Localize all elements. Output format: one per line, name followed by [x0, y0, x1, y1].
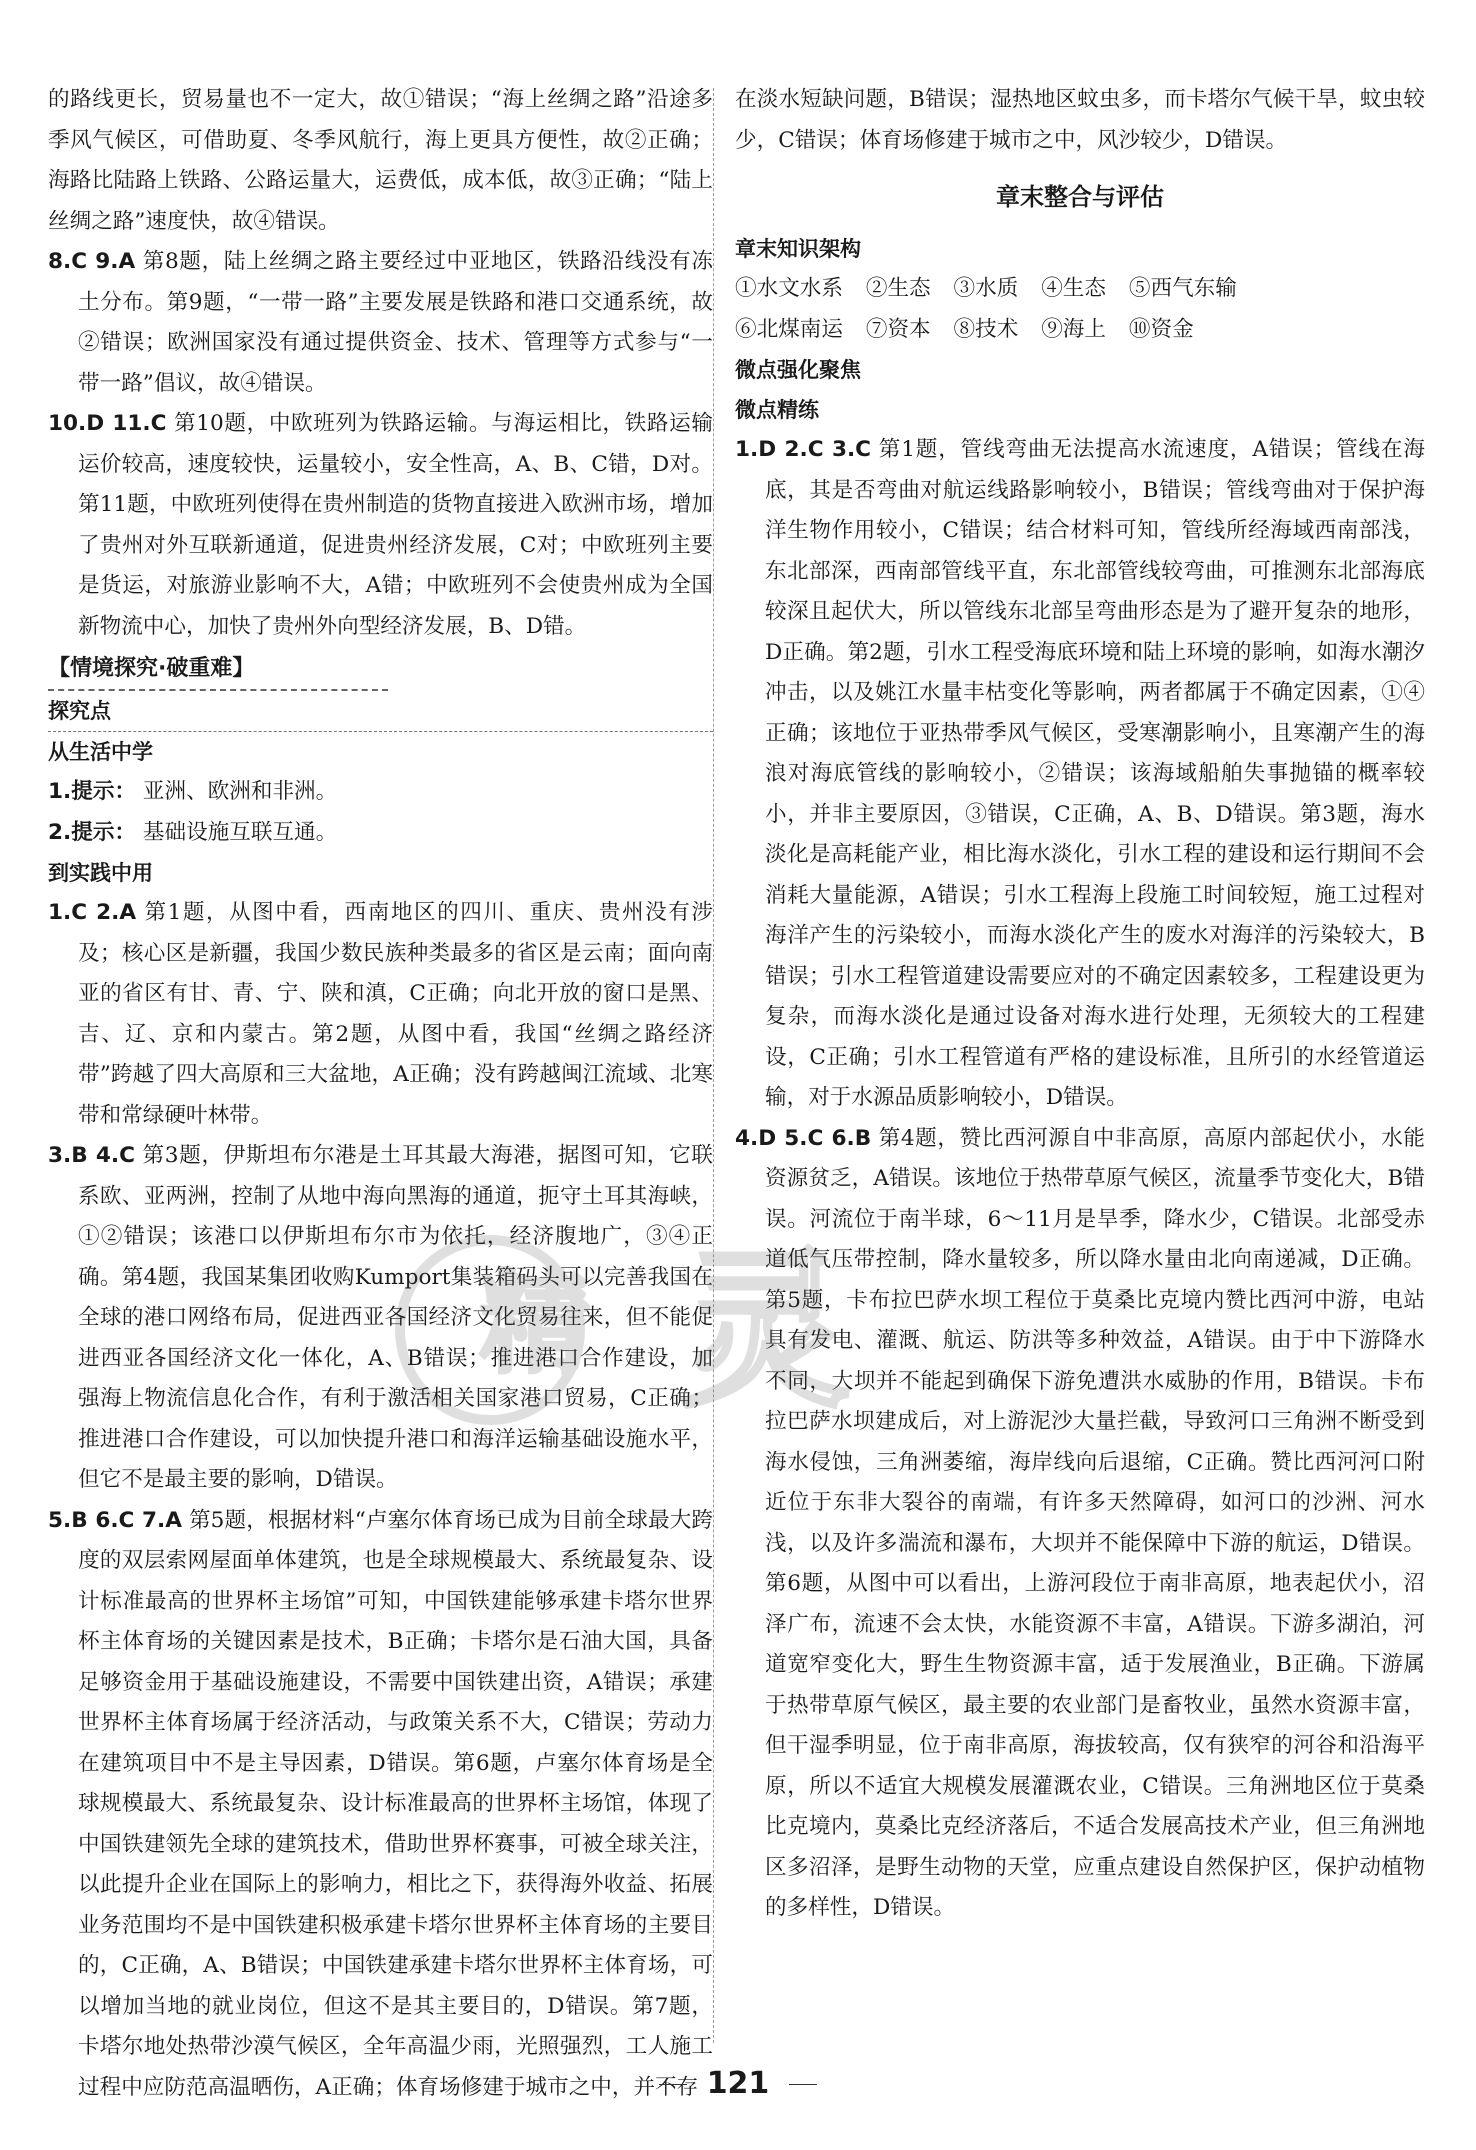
answer-paragraph: [48, 1136, 713, 1501]
answer-paragraph: [48, 404, 713, 647]
page-number: [0, 2066, 1476, 2101]
answer-label: 3.B 4.C: [48, 1143, 135, 1168]
framework-item: ②生态: [865, 276, 931, 301]
answer-paragraph: [48, 1501, 713, 2109]
framework-item: ⑤西气东输: [1128, 276, 1237, 301]
framework-list: [735, 269, 1425, 350]
svg-text:精: 精: [480, 1260, 590, 1388]
framework-item: ③水质: [953, 276, 1019, 301]
column-divider: [713, 88, 714, 2043]
answer-text: 第10题，中欧班列为铁路运输。与海运相比，铁路运输运价较高，速度较快，运量较小，安全性高，A、B、C错，D对。第11题，中欧班列使得在贵州制造的货物直接进入欧洲市场，增加了贵州对外互联新通道，促进贵州经济发展，C对；中欧班列主要是货运，对旅游业影响不大，A错；中欧班列不会使贵州成为全国新物流中心，加快了贵州外向型经济发展，B、D错。: [78, 411, 713, 639]
subheading: 从生活中学: [48, 740, 153, 764]
answer-label: 1.提示：: [48, 779, 137, 804]
framework-item: ⑨海上: [1041, 316, 1106, 342]
page-dash-right: [789, 2084, 817, 2085]
text-paragraph: 的路线更长，贸易量也不一定大，故①错误；“海上丝绸之路”沿途多季风气候区，可借助夏、冬季风航行，海上更具方便性，故②正确；海路比陆路上铁路、公路运量大，运费低，成本低，故③正确；“陆上丝绸之路”速度快，故④错误。: [48, 87, 713, 234]
answer-text: 第1题，管线弯曲无法提高水流速度，A错误；管线在海底，其是否弯曲对航运线路影响较小，B错误；管线弯曲对于保护海洋生物作用较小，C错误；结合材料可知，管线所经海域西南部浅，东北部深，西南部管线平直，东北部管线较弯曲，可推测东北部海底较深且起伏大，所以管线东北部呈弯曲形态是为了避开复杂的地形，D正确。第2题，引水工程受海底环境和陆上环境的影响，如海水潮汐冲击，以及姚江水量丰枯变化等影响，两者都属于不确定因素，①④正确；该地位于亚热带季风气候区，受寒潮影响小，且寒潮产生的海浪对海底管线的影响较小，②错误；该海域船舶失事抛锚的概率较小，并非主要原因，③错误，C正确，A、B、D错误。第3题，海水淡化是高耗能产业，相比海水淡化，引水工程的建设和运行期间不会消耗大量能源，A错误；引水工程海上段施工时间较短，施工过程对海洋产生的污染较小，而海水淡化产生的废水对海洋的污染较大，B错误；引水工程管道建设需要应对的不确定因素较多，工程建设更为复杂，而海水淡化是通过设备对海水进行处理，无须较大的工程建设，C正确；引水工程管道有严格的建设标准，且所引的水经管道运输，对于水源品质影响较小，D错误。: [765, 437, 1425, 1110]
right-column: [735, 80, 1425, 1929]
page-dash-left: [659, 2084, 687, 2085]
svg-text:灵: 灵: [680, 1233, 851, 1431]
page-number-text: 121: [706, 2066, 770, 2101]
framework-item: ①水文水系: [735, 276, 843, 301]
framework-heading: 章末知识架构: [735, 237, 861, 261]
answer-text: 第3题，伊斯坦布尔港是土耳其最大海港，据图可知，它联系欧、亚两洲，控制了从地中海向黑海的通道，扼守土耳其海峡，①②错误；该港口以伊斯坦布尔市为依托，经济腹地广，③④正确。第4题，我国某集团收购Kumport集装箱码头可以完善我国在全球的港口网络布局，促进西亚各国经济文化贸易往来，但不能促进西亚各国经济文化一体化，A、B错误；推进港口合作建设，加强海上物流信息化合作，有利于激活相关国家港口贸易，C正确；推进港口合作建设，可以加快提升港口和海洋运输基础设施水平，但它不是最主要的影响，D错误。: [78, 1143, 713, 1492]
answer-text: 基础设施互联互通。: [142, 819, 338, 845]
framework-item: ④生态: [1041, 276, 1106, 301]
answer-text: 第1题，从图中看，西南地区的四川、重庆、贵州没有涉及；核心区是新疆，我国少数民族种类最多的省区是云南；面向南亚的省区有甘、青、宁、陕和滇，C正确；向北开放的窗口是黑、吉、辽、京和内蒙古。第2题，从图中看，我国“丝绸之路经济带”跨越了四大高原和三大盆地，A正确；没有跨越闽江流域、北寒带和常绿硬叶林带。: [78, 900, 713, 1128]
framework-item: ⑧技术: [953, 316, 1019, 342]
answer-text: 第8题，陆上丝绸之路主要经过中亚地区，铁路沿线没有冻土分布。第9题，“一带一路”主要发展是铁路和港口交通系统，故②错误；欧洲国家没有通过提供资金、技术、管理等方式参与“一带一路”倡议，故④错误。: [78, 249, 713, 396]
answer-text: 第5题，根据材料“卢塞尔体育场已成为目前全球最大跨度的双层索网屋面单体建筑，也是全球规模最大、系统最复杂、设计标准最高的世界杯主场馆”可知，中国铁建能够承建卡塔尔世界杯主体育场的关键因素是技术，B正确；卡塔尔是石油大国，具备足够资金用于基础设施建设，不需要中国铁建出资，A错误；承建世界杯主体育场属于经济活动，与政策关系不大，C错误；劳动力在建筑项目中不是主导因素，D错误。第6题，卢塞尔体育场是全球规模最大、系统最复杂、设计标准最高的世界杯主场馆，体现了中国铁建领先全球的建筑技术，借助世界杯赛事，可被全球关注，以此提升企业在国际上的影响力，相比之下，获得海外收益、拓展业务范围均不是中国铁建积极承建卡塔尔世界杯主体育场的主要目的，C正确，A、B错误；中国铁建承建卡塔尔世界杯主体育场，可以增加当地的就业岗位，但这不是其主要目的，D错误。第7题，卡塔尔地处热带沙漠气候区，全年高温少雨，光照强烈，工人施工过程中应防范高温晒伤，A正确；体育场修建于城市之中，并不存: [78, 1507, 713, 2100]
answer-label: 10.D 11.C: [48, 411, 167, 436]
focus-heading: 微点强化聚焦: [735, 358, 861, 382]
answer-paragraph: [735, 430, 1425, 1119]
subsection-heading: 探究点: [48, 691, 713, 732]
answer-paragraph: [48, 813, 713, 854]
answer-text: 亚洲、欧洲和非洲。: [142, 779, 338, 804]
answer-text: 第4题，赞比西河源自中非高原，高原内部起伏小，水能资源贫乏，A错误。该地位于热带草原气候区，流量季节变化大，B错误。河流位于南半球，6～11月是旱季，降水少，C错误。北部受赤道低气压带控制，降水量较多，所以降水量由北向南递减，D正确。第5题，卡布拉巴萨水坝工程位于莫桑比克境内赞比西河中游，电站具有发电、灌溉、航运、防洪等多种效益，A错误。由于中下游降水不同，大坝并不能起到确保下游免遭洪水威胁的作用，B错误。卡布拉巴萨水坝建成后，对上游泥沙大量拦截，导致河口三角洲不断受到海水侵蚀，三角洲萎缩，海岸线向后退缩，C正确。赞比西河河口附近位于东非大裂谷的南端，有许多天然障碍，如河口的沙洲、河水浅，以及许多湍流和瀑布，大坝并不能保障中下游的航运，D错误。第6题，从图中可以看出，上游河段位于南非高原，地表起伏小，沼泽广布，流速不会太快，水能资源不丰富，A错误。下游多湖泊，河道宽窄变化大，野生生物资源丰富，适于发展渔业，B正确。下游属于热带草原气候区，最主要的农业部门是畜牧业，虽然水资源丰富，但干湿季明显，位于南非高原，海拔较高，仅有狭窄的河谷和沿海平原，所以不适宜大规模发展灌溉农业，C错误。三角洲地区位于莫桑比克境内，莫桑比克经济落后，不适合发展高技术产业，但三角洲地区多沼泽，是野生动物的天堂，应重点建设自然保护区，保护动植物的多样性，D错误。: [765, 1125, 1425, 1920]
chapter-title: 章末整合与评估: [996, 183, 1164, 211]
framework-item: ⑦资本: [865, 316, 931, 342]
answer-label: 1.D 2.C 3.C: [735, 437, 872, 462]
answer-label: 2.提示：: [48, 819, 137, 845]
answer-paragraph: [48, 893, 713, 1136]
answer-paragraph: [48, 242, 713, 404]
practice-heading: 微点精练: [735, 398, 819, 422]
answer-label: 1.C 2.A: [48, 900, 137, 925]
answer-label: 4.D 5.C 6.B: [735, 1125, 872, 1151]
answer-paragraph: [48, 772, 713, 813]
framework-item: ⑥北煤南运: [735, 316, 843, 342]
section-heading: 【情境探究·破重难】: [48, 649, 388, 691]
answer-label: 5.B 6.C 7.A: [48, 1507, 182, 1533]
framework-row: [735, 269, 1425, 310]
left-column: [48, 80, 713, 2108]
right-intro-paragraph: 在淡水短缺问题，B错误；湿热地区蚊虫多，而卡塔尔气候干旱，蚊虫较少，C错误；体育场修建于城市之中，风沙较少，D错误。: [735, 87, 1425, 153]
answer-label: 8.C 9.A: [48, 249, 136, 274]
answer-paragraph: [735, 1119, 1425, 1929]
framework-row: [735, 310, 1425, 351]
subheading: 到实践中用: [48, 861, 153, 885]
framework-item: ⑩资金: [1128, 316, 1194, 342]
